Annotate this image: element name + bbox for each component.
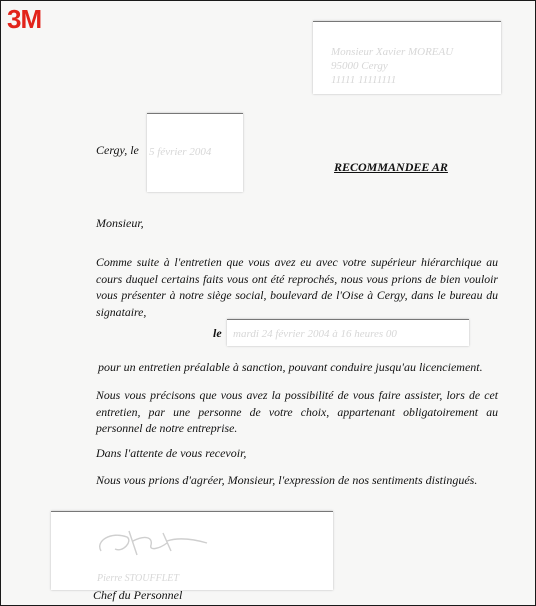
handwritten-signature: [93, 523, 213, 563]
recipient-address-redaction: [313, 21, 501, 94]
company-logo: 3M: [7, 4, 42, 34]
signatory-name-faint: Pierre STOUFFLET: [97, 573, 179, 584]
recipient-line-3: 11111 11111111: [331, 74, 397, 86]
appointment-faint: mardi 24 février 2004 à 16 heures 00: [233, 328, 397, 340]
mail-type-label: RECOMMANDEE AR: [334, 160, 448, 174]
date-faint: 5 février 2004: [149, 146, 212, 158]
closing-line-1: Dans l'attente de vous recevoir,: [96, 446, 247, 460]
date-redaction: [147, 113, 243, 192]
body-paragraph-2: Nous vous précisons que vous avez la possibilité de vous faire assister, lors de cet entretien, par une personne de votre choix, appartenant obligatoirement au personnel de notre entreprise.: [96, 388, 498, 436]
body-paragraph-1: Comme suite à l'entretien que vous avez eu avec votre supérieur hiérarchique au cours duquel certains faits vous ont été reprochés, nous vous prions de bien vouloir vous présenter à notre siège social, boulevard de l'Oise à Cergy, dans le bureau du signataire,: [96, 255, 498, 319]
salutation: Monsieur,: [96, 216, 144, 230]
place-date-prefix: Cergy, le: [96, 143, 139, 157]
recipient-line-2: 95000 Cergy: [331, 60, 388, 72]
appointment-redaction: [227, 319, 469, 346]
signatory-title: Chef du Personnel: [93, 588, 183, 602]
purpose-line: pour un entretien préalable à sanction, pouvant conduire jusqu'au licenciement.: [98, 360, 483, 374]
appointment-prefix: le: [213, 326, 222, 340]
recipient-line-1: Monsieur Xavier MOREAU: [331, 46, 454, 58]
closing-line-2: Nous vous prions d'agréer, Monsieur, l'expression de nos sentiments distingués.: [96, 473, 478, 487]
